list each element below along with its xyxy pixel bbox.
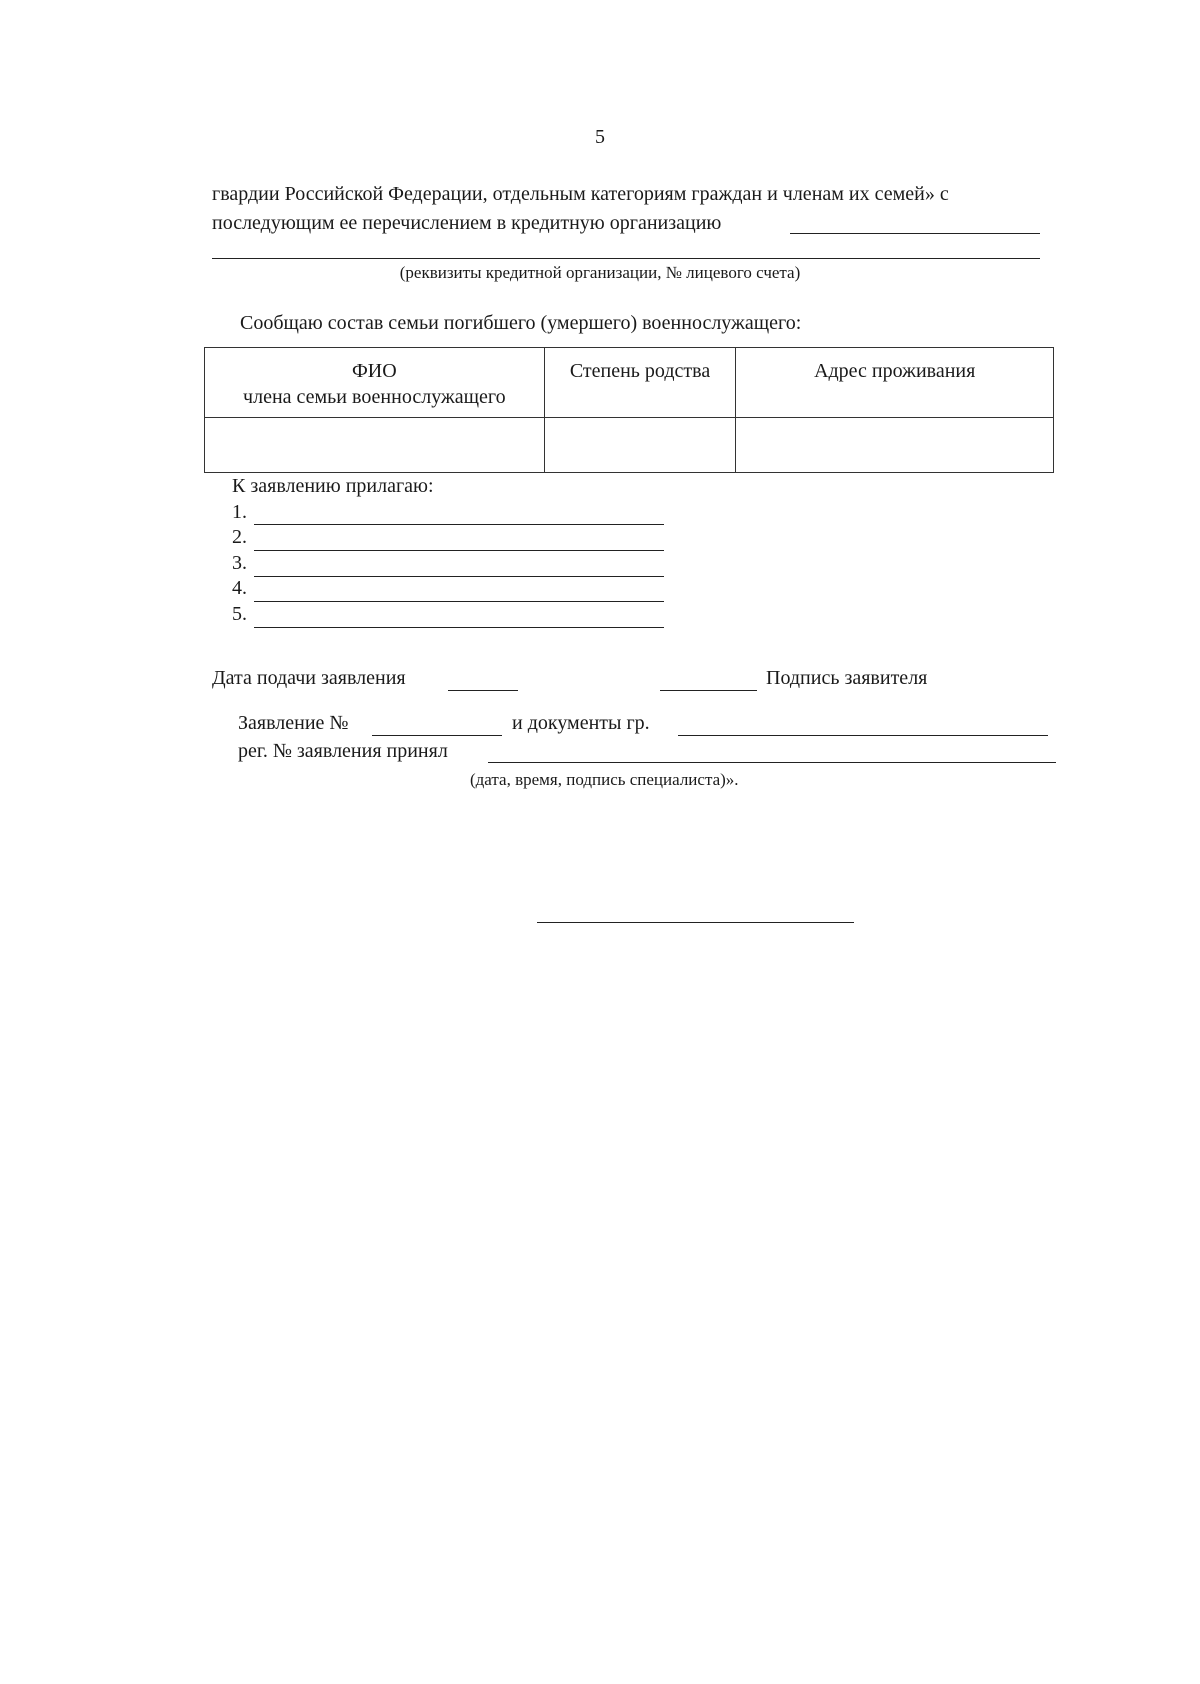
intro-line-1: гвардии Российской Федерации, отдельным категориям граждан и членам их семей» с [212, 183, 949, 205]
credit-org-blank-end[interactable] [790, 233, 1040, 234]
family-heading: Сообщаю состав семьи погибшего (умершего) военнослужащего: [240, 312, 802, 334]
attachments-heading: К заявлению прилагаю: [232, 475, 434, 497]
cell-address[interactable] [736, 418, 1054, 473]
attachment-number-3: 3. [232, 552, 247, 574]
intro-line-2: последующим ее перечислением в кредитную организацию [212, 212, 722, 234]
table-row [205, 418, 1054, 473]
attachment-line-5[interactable] [254, 627, 664, 628]
credit-org-details-line[interactable] [212, 258, 1040, 259]
cell-fio[interactable] [205, 418, 545, 473]
column-header-fio-line1: ФИО [351, 360, 397, 382]
column-header-address-line1: Адрес проживания [814, 360, 976, 382]
registration-label: рег. № заявления принял [238, 740, 448, 762]
citizen-name-line[interactable] [678, 735, 1048, 736]
attachment-line-3[interactable] [254, 576, 664, 577]
column-header-fio-line2: члена семьи военнослужащего [243, 386, 506, 408]
credit-org-caption: (реквизиты кредитной организации, № лицевого счета) [399, 263, 801, 282]
cell-relation[interactable] [544, 418, 736, 473]
submission-date-label: Дата подачи заявления [212, 667, 406, 689]
registration-line[interactable] [488, 762, 1056, 763]
submission-date-line[interactable] [448, 690, 518, 691]
attachment-number-1: 1. [232, 501, 247, 523]
family-table [204, 347, 1054, 473]
applicant-signature-line[interactable] [660, 690, 757, 691]
page-number: 5 [595, 126, 605, 148]
attachment-line-2[interactable] [254, 550, 664, 551]
attachment-line-4[interactable] [254, 601, 664, 602]
application-no-label: Заявление № [238, 712, 349, 734]
attachment-number-4: 4. [232, 577, 247, 599]
specialist-caption: (дата, время, подпись специалиста)». [470, 770, 739, 789]
attachment-line-1[interactable] [254, 524, 664, 525]
documents-label: и документы гр. [512, 712, 650, 734]
applicant-signature-label: Подпись заявителя [766, 667, 928, 689]
column-header-relation-line1: Степень родства [569, 360, 711, 382]
end-separator-line [537, 922, 854, 923]
family-table-header-row [205, 348, 1054, 418]
column-header-relation [544, 348, 736, 418]
attachment-number-5: 5. [232, 603, 247, 625]
attachment-number-2: 2. [232, 526, 247, 548]
column-header-address [736, 348, 1054, 418]
application-no-line[interactable] [372, 735, 502, 736]
column-header-fio [205, 348, 545, 418]
